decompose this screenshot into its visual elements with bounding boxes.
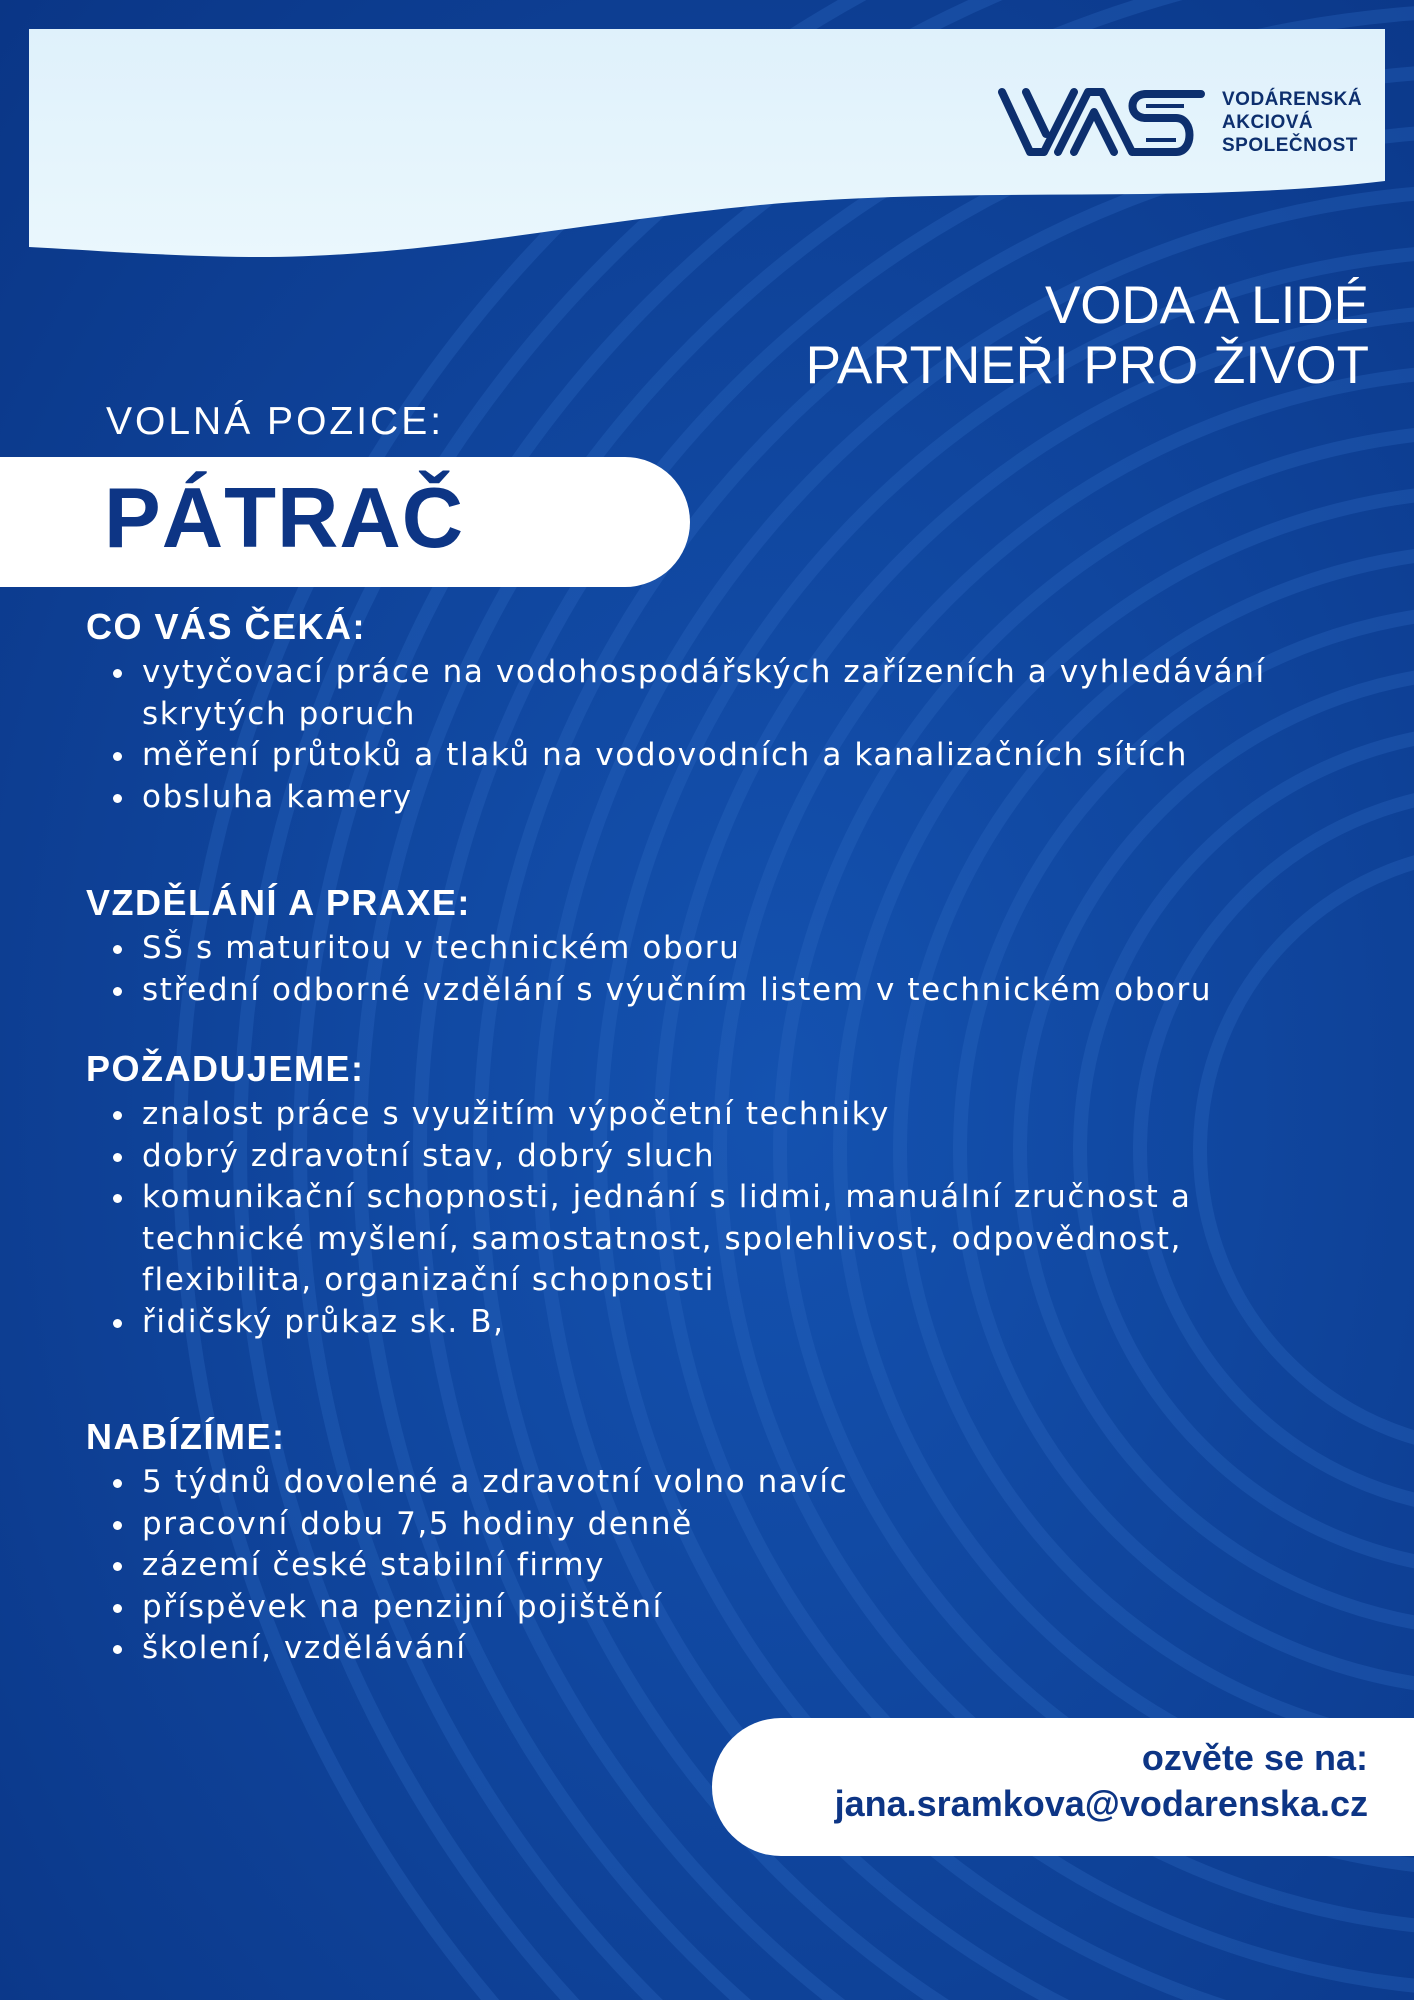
vas-logo-mark (996, 84, 1206, 162)
slogan-line-2: PARTNEŘI PRO ŽIVOT (805, 336, 1369, 395)
company-logo (996, 84, 1363, 164)
list-item: zázemí české stabilní firmy (142, 1545, 1336, 1587)
list-item: pracovní dobu 7,5 hodiny denně (142, 1504, 1336, 1546)
bullet-list (86, 652, 1336, 818)
list-item: 5 týdnů dovolené a zdravotní volno navíc (142, 1462, 1336, 1504)
list-item: měření průtoků a tlaků na vodovodních a kanalizačních sítích (142, 735, 1336, 777)
list-item: školení, vzdělávání (142, 1628, 1336, 1670)
section-what-awaits (86, 606, 1336, 818)
section-heading: POŽADUJEME: (86, 1048, 365, 1089)
slogan (806, 276, 1369, 396)
section-heading: CO VÁS ČEKÁ: (86, 606, 367, 647)
contact-email[interactable]: jana.sramkova@vodarenska.cz (834, 1783, 1368, 1824)
slogan-line-1: VODA A LIDÉ (1044, 276, 1369, 335)
list-item: příspěvek na penzijní pojištění (142, 1587, 1336, 1629)
list-item: střední odborné vzdělání s výučním listem v technickém oboru (142, 970, 1336, 1012)
section-education (86, 882, 1336, 1011)
section-requirements (86, 1048, 1336, 1343)
company-name-line: VODÁRENSKÁ (1222, 89, 1363, 110)
position-label: VOLNÁ POZICE: (106, 400, 445, 443)
list-item: vytyčovací práce na vodohospodářských zařízeních a vyhledávání skrytých poruch (142, 652, 1336, 735)
bullet-list (86, 928, 1336, 1011)
list-item: řidičský průkaz sk. B, (142, 1302, 1336, 1344)
list-item: komunikační schopnosti, jednání s lidmi, manuální zručnost a technické myšlení, samostatnost, spolehlivost, odpovědnost, flexibilita, organizační schopnosti (142, 1177, 1336, 1302)
company-name-line: AKCIOVÁ (1222, 112, 1314, 133)
section-heading: NABÍZÍME: (86, 1416, 286, 1457)
job-title: PÁTRAČ (104, 471, 465, 566)
company-name-line: SPOLEČNOST (1222, 135, 1358, 156)
company-name (1222, 88, 1362, 157)
list-item: obsluha kamery (142, 777, 1336, 819)
bullet-list (86, 1094, 1336, 1343)
list-item: SŠ s maturitou v technickém oboru (142, 928, 1336, 970)
contact-block (835, 1735, 1368, 1827)
section-offer (86, 1416, 1336, 1670)
section-heading: VZDĚLÁNÍ A PRAXE: (86, 882, 471, 923)
list-item: znalost práce s využitím výpočetní techniky (142, 1094, 1336, 1136)
bullet-list (86, 1462, 1336, 1670)
list-item: dobrý zdravotní stav, dobrý sluch (142, 1136, 1336, 1178)
contact-prompt: ozvěte se na: (1141, 1737, 1368, 1778)
